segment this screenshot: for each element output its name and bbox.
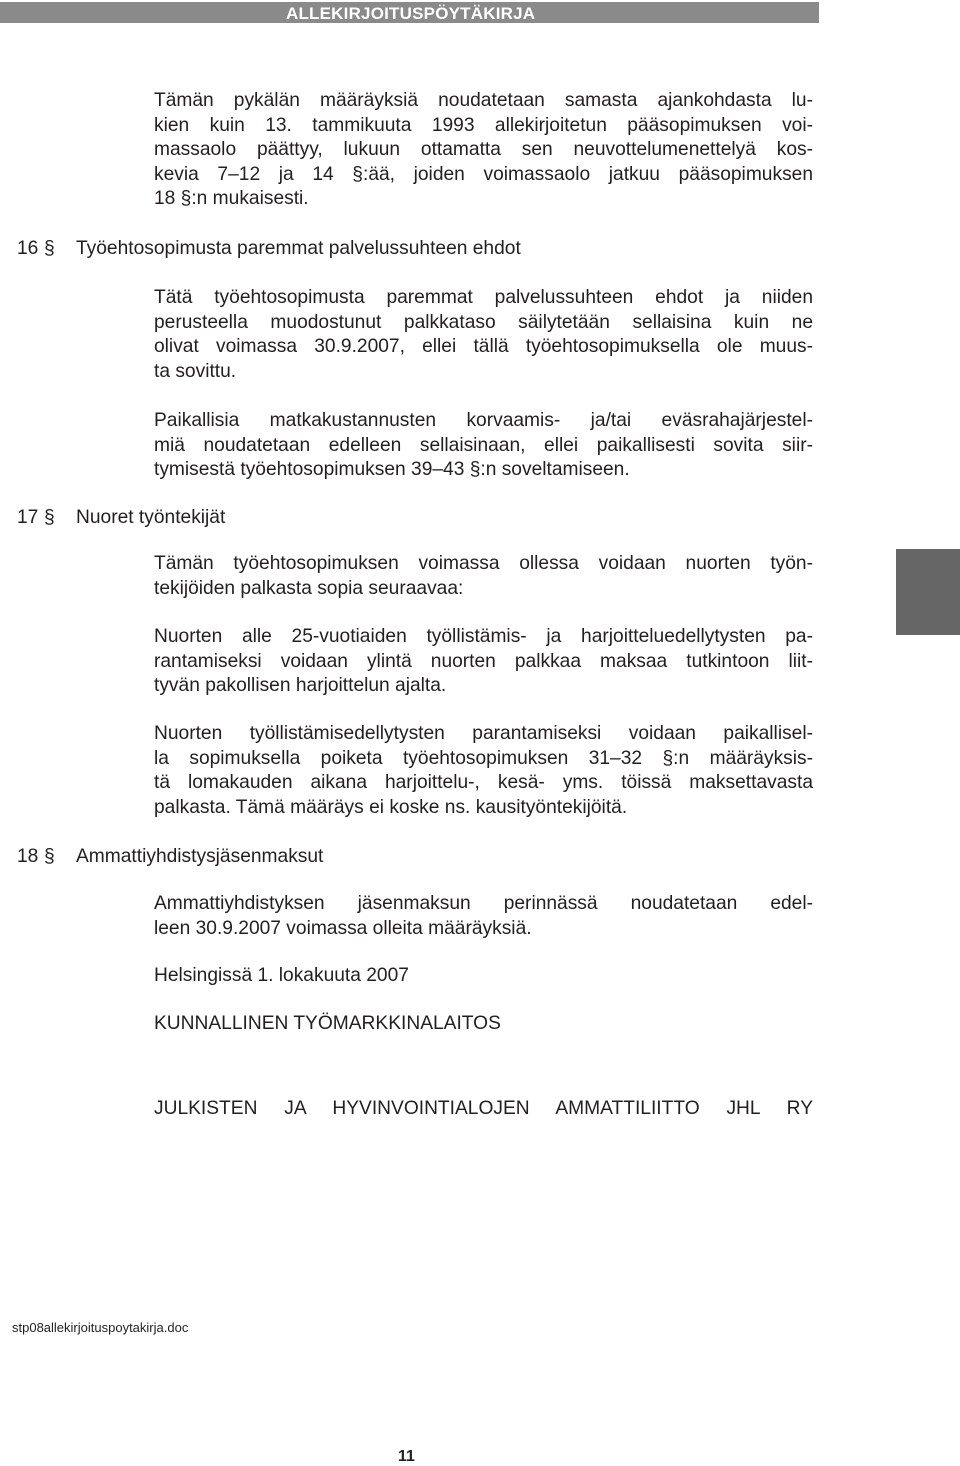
text-line: Tätä työehtosopimusta paremmat palvelussuhteen ehdot ja niiden <box>154 287 813 308</box>
section-18-paragraph-1 <box>154 892 813 941</box>
section-number: 16 <box>17 238 39 259</box>
text-line: tä lomakauden aikana harjoittelu-, kesä- yms. töissä maksettavasta <box>154 772 813 794</box>
text-line: kien kuin 13. tammikuuta 1993 allekirjoitetun pääsopimuksen voi- <box>154 114 813 136</box>
place-date: Helsingissä 1. lokakuuta 2007 <box>154 965 409 986</box>
section-16-heading <box>17 237 521 261</box>
text-line: leen 30.9.2007 voimassa olleita määräyksiä. <box>154 917 532 939</box>
text-line: tymisestä työehtosopimuksen 39–43 §:n soveltamiseen. <box>154 459 630 481</box>
section-17-heading <box>17 506 225 530</box>
text-line: tyvän pakollisen harjoittelun ajalta. <box>154 675 447 697</box>
text-line: miä noudatetaan edelleen sellaisinaan, ellei paikallisesti sovita siir- <box>154 434 813 456</box>
signatory-party-1: KUNNALLINEN TYÖMARKKINALAITOS <box>154 1013 501 1034</box>
section-sign-icon: § <box>44 238 55 259</box>
text-line: rantamiseksi voidaan ylintä nuorten palkkaa maksaa tutkintoon liit- <box>154 650 813 672</box>
text-line: 18 §:n mukaisesti. <box>154 188 309 210</box>
section-title: Ammattiyhdistysjäsenmaksut <box>76 846 324 867</box>
text-line: Nuorten työllistämisedellytysten parantamiseksi voidaan paikallisel- <box>154 723 813 744</box>
footer-filename: stp08allekirjoituspoytakirja.doc <box>12 1320 189 1335</box>
section-16-paragraph-2 <box>154 409 813 483</box>
section-number: 17 <box>17 507 39 528</box>
section-sign-icon: § <box>44 846 55 867</box>
section-number: 18 <box>17 846 39 867</box>
text-line: massaolo päättyy, lukuun ottamatta sen neuvottelumenettelyä kos- <box>154 139 813 161</box>
section-17-paragraph-3 <box>154 722 813 820</box>
section-title: Työehtosopimusta paremmat palvelussuhteen ehdot <box>76 238 521 259</box>
section-18-heading <box>17 845 323 869</box>
text-line: Nuorten alle 25-vuotiaiden työllistämis- ja harjoitteluedellytysten pa- <box>154 626 813 647</box>
header-bar <box>0 2 819 23</box>
signatory-party-2: JULKISTEN JA HYVINVOINTIALOJEN AMMATTILIITTO JHL RY <box>154 1098 813 1119</box>
text-line: Tämän työehtosopimuksen voimassa ollessa voidaan nuorten työn- <box>154 553 813 574</box>
text-line: Ammattiyhdistyksen jäsenmaksun perinnässä noudatetaan edel- <box>154 893 813 914</box>
text-line: Paikallisia matkakustannusten korvaamis- ja/tai eväsrahajärjestel- <box>154 410 813 431</box>
header-title: ALLEKIRJOITUSPÖYTÄKIRJA <box>286 4 536 23</box>
text-line: tekijöiden palkasta sopia seuraavaa: <box>154 577 464 599</box>
chapter-tab-marker <box>896 549 960 635</box>
text-line: la sopimuksella poiketa työehtosopimuksen 31–32 §:n määräyksis- <box>154 747 813 769</box>
section-16-paragraph-1 <box>154 286 813 384</box>
section-17-paragraph-2 <box>154 625 813 699</box>
section-sign-icon: § <box>44 507 55 528</box>
text-line: palkasta. Tämä määräys ei koske ns. kausityöntekijöitä. <box>154 796 628 818</box>
text-line: Tämän pykälän määräyksiä noudatetaan samasta ajankohdasta lu- <box>154 90 813 111</box>
text-line: olivat voimassa 30.9.2007, ellei tällä työehtosopimuksella ole muus- <box>154 336 813 358</box>
intro-paragraph <box>154 89 813 212</box>
section-17-paragraph-1 <box>154 552 813 601</box>
text-line: ta sovittu. <box>154 360 237 382</box>
text-line: kevia 7–12 ja 14 §:ää, joiden voimassaolo jatkuu pääsopimuksen <box>154 163 813 185</box>
text-line: perusteella muodostunut palkkataso säilytetään sellaisina kuin ne <box>154 311 813 333</box>
page-number: 11 <box>398 1448 415 1465</box>
section-title: Nuoret työntekijät <box>76 507 226 528</box>
